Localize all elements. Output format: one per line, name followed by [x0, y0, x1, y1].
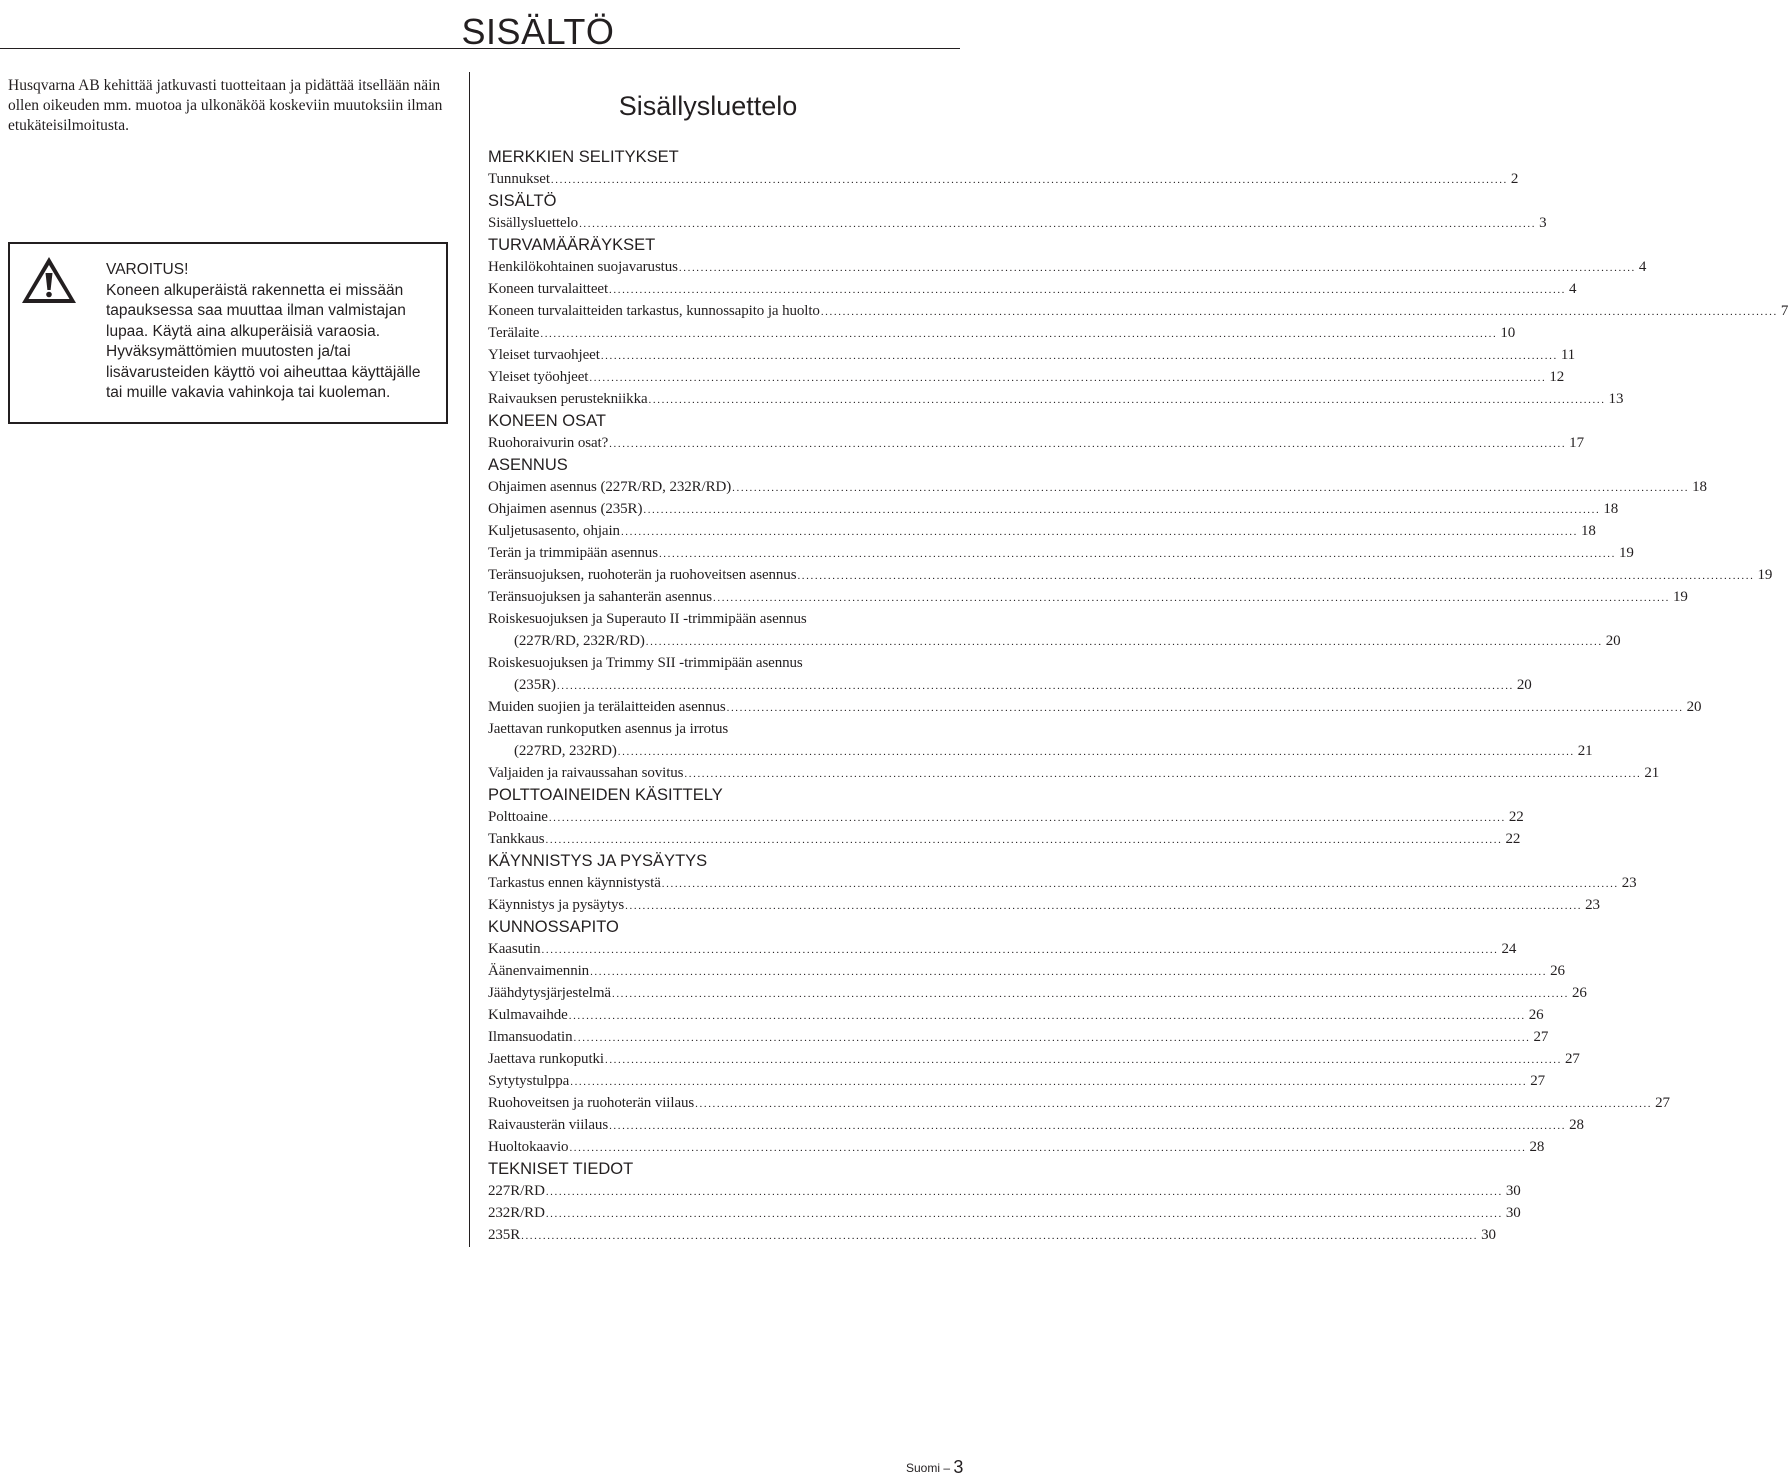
toc-entry[interactable]: [488, 498, 1619, 520]
toc-leader-dots: ............................................................................................................................................................................................................................: [545, 834, 1503, 846]
warning-heading: VAROITUS!: [106, 261, 189, 278]
toc-leader-dots: ............................................................................................................................................................................................................................: [648, 394, 1606, 406]
toc-section-heading: POLTTOAINEIDEN KÄSITTELY: [488, 786, 723, 804]
toc-entry[interactable]: [488, 872, 1637, 894]
toc-leader-dots: ............................................................................................................................................................................................................................: [625, 900, 1583, 912]
column-divider: [469, 72, 470, 1247]
toc-entry[interactable]: [488, 1224, 1496, 1246]
toc-entry[interactable]: [488, 630, 1621, 652]
toc-entry-page: 21: [1644, 765, 1660, 781]
toc-leader-dots: ............................................................................................................................................................................................................................: [600, 350, 1558, 362]
toc-entry-label: Ohjaimen asennus (235R): [488, 501, 643, 517]
toc-entry[interactable]: [488, 740, 1593, 762]
toc-entry-label: Sytytystulppa: [488, 1073, 570, 1089]
toc-entry[interactable]: [488, 564, 1773, 586]
toc-leader-dots: ............................................................................................................................................................................................................................: [545, 1208, 1503, 1220]
toc-entry[interactable]: [488, 586, 1688, 608]
toc-entry-page: 20: [1516, 677, 1532, 693]
toc-leader-dots: ............................................................................................................................................................................................................................: [678, 262, 1636, 274]
toc-entry-label: Ruohoveitsen ja ruohoterän viilaus: [488, 1095, 695, 1111]
toc-entry-label: Valjaiden ja raivaussahan sovitus: [488, 765, 684, 781]
footer-dash: –: [943, 1461, 951, 1475]
table-of-contents: [488, 146, 1788, 1246]
toc-entry[interactable]: [488, 828, 1521, 850]
toc-entry-label: 227R/RD: [488, 1183, 545, 1199]
toc-section-heading: MERKKIEN SELITYKSET: [488, 148, 679, 166]
toc-entry[interactable]: [488, 894, 1600, 916]
toc-entry-page: 26: [1528, 1007, 1544, 1023]
toc-leader-dots: ............................................................................................................................................................................................................................: [820, 306, 1778, 318]
toc-entry-page: 24: [1501, 941, 1517, 957]
toc-entry[interactable]: [488, 1070, 1546, 1092]
toc-section-heading: SISÄLTÖ: [488, 192, 557, 210]
toc-entry[interactable]: [488, 542, 1634, 564]
toc-entry-page: 30: [1505, 1205, 1521, 1221]
toc-entry-page: 10: [1500, 325, 1516, 341]
toc-leader-dots: ............................................................................................................................................................................................................................: [645, 636, 1603, 648]
toc-leader-dots: ............................................................................................................................................................................................................................: [590, 966, 1548, 978]
toc-entry-label: Jaettava runkoputki: [488, 1051, 604, 1067]
toc-section-heading: KUNNOSSAPITO: [488, 918, 619, 936]
toc-entry-label: (235R): [514, 677, 556, 693]
footer-language: Suomi: [906, 1461, 941, 1475]
toc-entry-page: 28: [1529, 1139, 1545, 1155]
toc-entry[interactable]: [488, 322, 1516, 344]
toc-entry-page: 4: [1638, 259, 1647, 275]
toc-entry-label: Tankkaus: [488, 831, 545, 847]
toc-entry-label: Ilmansuodatin: [488, 1029, 573, 1045]
toc-leader-dots: ............................................................................................................................................................................................................................: [797, 570, 1755, 582]
toc-entry[interactable]: [488, 1026, 1549, 1048]
toc-entry-page: 7: [1780, 303, 1788, 319]
toc-entry-page: 19: [1618, 545, 1634, 561]
toc-entry-label: Terän ja trimmipään asennus: [488, 545, 658, 561]
toc-entry[interactable]: [488, 806, 1524, 828]
toc-entry-label: Yleiset työohjeet: [488, 369, 589, 385]
toc-entry-page: 20: [1686, 699, 1702, 715]
toc-entry[interactable]: [488, 696, 1702, 718]
toc-entry-page: 13: [1608, 391, 1624, 407]
toc-entry-page: 17: [1569, 435, 1584, 451]
toc-entry[interactable]: [488, 982, 1587, 1004]
warning-box: [8, 242, 448, 424]
toc-entry-page: 18: [1692, 479, 1707, 495]
page-footer: [906, 1457, 964, 1477]
toc-entry[interactable]: [488, 520, 1596, 542]
toc-entry-label: Jäähdytysjärjestelmä: [488, 985, 611, 1001]
page-header-title: SISÄLTÖ: [461, 11, 615, 52]
toc-entry-label: 232R/RD: [488, 1205, 545, 1221]
toc-entry-label: Muiden suojien ja terälaitteiden asennus: [488, 699, 726, 715]
toc-entry-page: 23: [1585, 897, 1600, 913]
toc-leader-dots: ............................................................................................................................................................................................................................: [695, 1098, 1653, 1110]
page-number: 3: [953, 1457, 964, 1477]
toc-entry[interactable]: [488, 1048, 1580, 1070]
toc-entry[interactable]: [488, 762, 1660, 784]
toc-entry[interactable]: [488, 432, 1584, 454]
toc-entry[interactable]: [488, 1180, 1521, 1202]
toc-entry[interactable]: [488, 1114, 1584, 1136]
toc-entry-label: 235R: [488, 1227, 521, 1243]
toc-leader-dots: ............................................................................................................................................................................................................................: [573, 1032, 1531, 1044]
toc-entry-label: Teränsuojuksen, ruohoterän ja ruohoveitsen asennus: [488, 567, 797, 583]
toc-entry-label: Tarkastus ennen käynnistystä: [488, 875, 661, 891]
toc-entry-page: 20: [1605, 633, 1621, 649]
toc-entry-label: Roiskesuojuksen ja Trimmy SII -trimmipään asennus: [488, 655, 803, 671]
toc-leader-dots: ............................................................................................................................................................................................................................: [611, 988, 1569, 1000]
warning-triangle-icon: [20, 254, 78, 306]
toc-entry-label: Käynnistys ja pysäytys: [488, 897, 625, 913]
toc-entry[interactable]: [488, 388, 1624, 410]
toc-entry-label: Ruohoraivurin osat?: [488, 435, 609, 451]
toc-entry-label: Yleiset turvaohjeet: [488, 347, 600, 363]
toc-leader-dots: ............................................................................................................................................................................................................................: [617, 746, 1575, 758]
toc-entry-page: 28: [1569, 1117, 1584, 1133]
toc-leader-dots: ............................................................................................................................................................................................................................: [579, 218, 1537, 230]
toc-entry-label: Roiskesuojuksen ja Superauto II -trimmipään asennus: [488, 611, 807, 627]
toc-entry-label: Polttoaine: [488, 809, 548, 825]
toc-leader-dots: ............................................................................................................................................................................................................................: [658, 548, 1616, 560]
toc-section-heading: ASENNUS: [488, 456, 568, 474]
toc-leader-dots: ............................................................................................................................................................................................................................: [726, 702, 1684, 714]
toc-leader-dots: ............................................................................................................................................................................................................................: [589, 372, 1547, 384]
toc-leader-dots: ............................................................................................................................................................................................................................: [609, 438, 1567, 450]
toc-entry[interactable]: [488, 674, 1532, 696]
toc-leader-dots: ............................................................................................................................................................................................................................: [556, 680, 1514, 692]
toc-entry[interactable]: [488, 938, 1517, 960]
warning-text: [106, 260, 436, 404]
toc-entry-page: 26: [1550, 963, 1565, 979]
toc-entry-label: Raivauksen perustekniikka: [488, 391, 648, 407]
toc-entry-label: Kulmavaihde: [488, 1007, 568, 1023]
toc-leader-dots: ............................................................................................................................................................................................................................: [732, 482, 1690, 494]
toc-leader-dots: ............................................................................................................................................................................................................................: [604, 1054, 1562, 1066]
toc-entry-label: (227RD, 232RD): [514, 743, 617, 759]
toc-entry-page: 4: [1569, 281, 1577, 297]
toc-entry-page: 27: [1533, 1029, 1549, 1045]
toc-entry[interactable]: [488, 960, 1565, 982]
toc-entry-page: 30: [1481, 1227, 1496, 1243]
toc-entry-label: Raivausterän viilaus: [488, 1117, 609, 1133]
toc-leader-dots: ............................................................................................................................................................................................................................: [609, 284, 1567, 296]
toc-leader-dots: ............................................................................................................................................................................................................................: [713, 592, 1671, 604]
toc-entry-page: 19: [1673, 589, 1688, 605]
toc-entry-label: Henkilökohtainen suojavarustus: [488, 259, 678, 275]
toc-entry[interactable]: [488, 1202, 1521, 1224]
toc-section-heading: KÄYNNISTYS JA PYSÄYTYS: [488, 852, 708, 870]
toc-entry-label: Terälaite: [488, 325, 540, 341]
toc-section-heading: TEKNISET TIEDOT: [488, 1160, 634, 1178]
toc-entry[interactable]: [488, 1092, 1670, 1114]
toc-leader-dots: ............................................................................................................................................................................................................................: [661, 878, 1619, 890]
toc-title: Sisällysluettelo: [618, 91, 798, 121]
toc-entry-page: 11: [1560, 347, 1576, 363]
toc-leader-dots: ............................................................................................................................................................................................................................: [550, 174, 1508, 186]
toc-entry[interactable]: [488, 278, 1577, 300]
toc-entry-page: 22: [1505, 831, 1521, 847]
toc-entry[interactable]: [488, 366, 1565, 388]
toc-entry[interactable]: [488, 256, 1647, 278]
toc-section-heading: KONEEN OSAT: [488, 412, 606, 430]
header-rule: [0, 48, 960, 49]
toc-leader-dots: ............................................................................................................................................................................................................................: [540, 328, 1498, 340]
toc-entry-page: 18: [1580, 523, 1596, 539]
toc-entry[interactable]: [488, 1004, 1544, 1026]
toc-entry-page: 27: [1564, 1051, 1580, 1067]
intro-paragraph: Husqvarna AB kehittää jatkuvasti tuotteitaan ja pidättää itsellään näin ollen oikeuden mm. muotoa ja ulkonäköä koskeviin muutoksiin ilman etukäteisilmoitusta.: [8, 77, 443, 134]
toc-entry-label: Jaettavan runkoputken asennus ja irrotus: [488, 721, 729, 737]
toc-entry-page: 3: [1539, 215, 1547, 231]
toc-entry-label: Kaasutin: [488, 941, 541, 957]
toc-entry-page: 19: [1757, 567, 1773, 583]
toc-leader-dots: ............................................................................................................................................................................................................................: [570, 1076, 1528, 1088]
toc-leader-dots: ............................................................................................................................................................................................................................: [569, 1142, 1527, 1154]
toc-entry-label: Äänenvaimennin: [488, 963, 590, 979]
toc-entry[interactable]: [488, 344, 1576, 366]
toc-entry[interactable]: [488, 300, 1788, 322]
toc-leader-dots: ............................................................................................................................................................................................................................: [545, 1186, 1503, 1198]
toc-entry[interactable]: [488, 1136, 1545, 1158]
toc-leader-dots: ............................................................................................................................................................................................................................: [684, 768, 1642, 780]
warning-body: Koneen alkuperäistä rakennetta ei missään tapauksessa saa muuttaa ilman valmistajan lupaa. Käytä aina alkuperäisiä varaosia. Hyväksymättömien muutosten ja/tai lisävarusteiden käyttö voi aiheuttaa käyttäjälle tai muille vakavia vahinkoja tai kuoleman.: [106, 281, 421, 401]
toc-entry-page: 27: [1530, 1073, 1546, 1089]
toc-entry-label: Koneen turvalaitteiden tarkastus, kunnossapito ja huolto: [488, 303, 820, 319]
toc-section-heading: TURVAMÄÄRÄYKSET: [488, 236, 656, 254]
toc-leader-dots: ............................................................................................................................................................................................................................: [568, 1010, 1526, 1022]
toc-leader-dots: ............................................................................................................................................................................................................................: [548, 812, 1506, 824]
toc-entry-page: 18: [1603, 501, 1619, 517]
toc-entry-page: 26: [1571, 985, 1587, 1001]
toc-entry-page: 23: [1621, 875, 1637, 891]
toc-entry-page: 2: [1510, 171, 1519, 187]
toc-entry-label: Ohjaimen asennus (227R/RD, 232R/RD): [488, 479, 732, 495]
toc-entry-page: 12: [1549, 369, 1565, 385]
toc-entry-label: Kuljetusasento, ohjain: [488, 523, 620, 539]
toc-entry-page: 30: [1505, 1183, 1521, 1199]
toc-entry-page: 27: [1655, 1095, 1670, 1111]
toc-entry-label: Koneen turvalaitteet: [488, 281, 609, 297]
toc-entry-label: Huoltokaavio: [488, 1139, 569, 1155]
toc-entry-label: Sisällysluettelo: [488, 215, 579, 231]
toc-leader-dots: ............................................................................................................................................................................................................................: [521, 1230, 1479, 1242]
toc-leader-dots: ............................................................................................................................................................................................................................: [541, 944, 1499, 956]
toc-entry-page: 22: [1508, 809, 1524, 825]
toc-entry-label: Teränsuojuksen ja sahanterän asennus: [488, 589, 713, 605]
toc-entry[interactable]: [488, 476, 1707, 498]
toc-entry[interactable]: [488, 212, 1547, 234]
toc-entry-label: Tunnukset: [488, 171, 550, 187]
toc-leader-dots: ............................................................................................................................................................................................................................: [609, 1120, 1567, 1132]
toc-entry[interactable]: [488, 168, 1519, 190]
toc-leader-dots: ............................................................................................................................................................................................................................: [620, 526, 1578, 538]
toc-entry-page: 21: [1577, 743, 1593, 759]
toc-leader-dots: ............................................................................................................................................................................................................................: [643, 504, 1601, 516]
toc-entry-label: (227R/RD, 232R/RD): [514, 633, 645, 649]
